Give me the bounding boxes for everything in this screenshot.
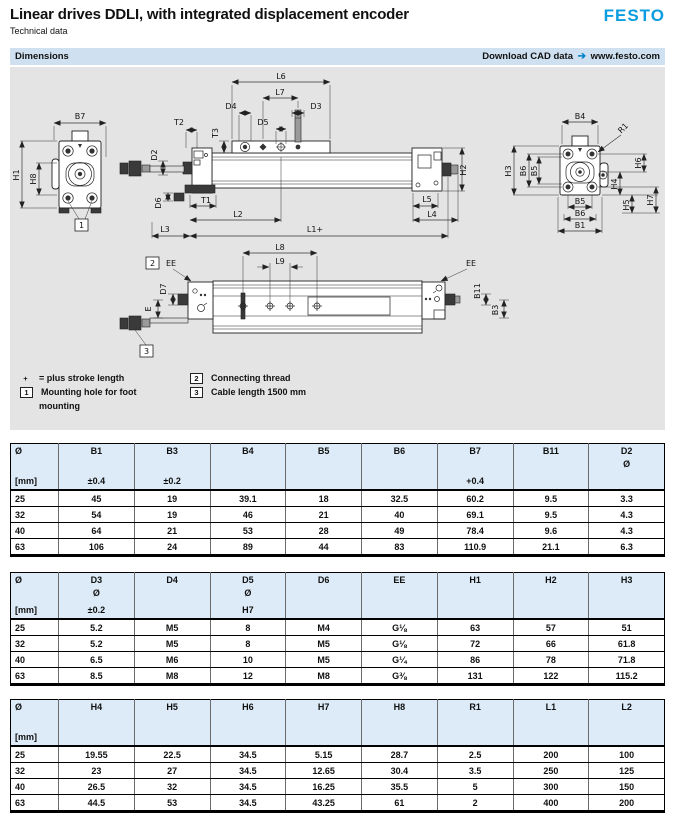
value-cell: 6.3 xyxy=(589,539,665,556)
value-cell: M5 xyxy=(134,619,210,636)
page-title: Linear drives DDLI, with integrated displacement encoder xyxy=(10,6,409,23)
value-cell: 30.4 xyxy=(362,763,438,779)
value-cell: 34.5 xyxy=(210,795,286,812)
value-cell: M8 xyxy=(286,668,362,685)
end-view-left xyxy=(12,112,106,231)
value-cell: 12.65 xyxy=(286,763,362,779)
table-row xyxy=(11,763,665,779)
value-cell: 12 xyxy=(210,668,286,685)
value-cell: 34.5 xyxy=(210,763,286,779)
dim-column-header: B6 xyxy=(362,444,438,491)
dim-label-b11: B11 xyxy=(473,283,482,299)
value-cell: 106 xyxy=(59,539,135,556)
legend-item xyxy=(190,387,306,398)
dim-label-h2: H2 xyxy=(459,164,468,176)
technical-drawing xyxy=(10,67,665,430)
dim-label-d4: D4 xyxy=(225,102,237,111)
value-cell: M5 xyxy=(286,652,362,668)
size-cell: 40 xyxy=(11,652,59,668)
dim-label-b1: B1 xyxy=(574,221,586,230)
dim-column-header: B1 ±0.4 xyxy=(59,444,135,491)
dim-column-header: L1 xyxy=(513,700,589,747)
legend-item xyxy=(20,401,190,412)
dim-column-header: D2 Ø xyxy=(589,444,665,491)
dimensions-bar xyxy=(10,48,665,65)
value-cell: 86 xyxy=(437,652,513,668)
value-cell: 35.5 xyxy=(362,779,438,795)
value-cell: 21 xyxy=(286,507,362,523)
value-cell: 46 xyxy=(210,507,286,523)
dim-column-header: B7 +0.4 xyxy=(437,444,513,491)
value-cell: 400 xyxy=(513,795,589,812)
dim-label-h3: H3 xyxy=(504,165,513,177)
table-row xyxy=(11,795,665,812)
value-cell: 43.25 xyxy=(286,795,362,812)
legend-text: Connecting thread xyxy=(211,373,291,383)
dim-label-r1: R1 xyxy=(616,121,631,136)
value-cell: 122 xyxy=(513,668,589,685)
dim-label-d6: D6 xyxy=(154,197,163,209)
dim-label-l5: L5 xyxy=(422,195,432,204)
table-row xyxy=(11,668,665,685)
dim-label-l3: L3 xyxy=(160,225,170,234)
dim-column-header: D4 xyxy=(134,573,210,620)
dim-label-b3: B3 xyxy=(491,304,500,316)
value-cell: 4.3 xyxy=(589,523,665,539)
value-cell: 63 xyxy=(437,619,513,636)
value-cell: M8 xyxy=(134,668,210,685)
page-header xyxy=(0,0,674,36)
cad-url: www.festo.com xyxy=(590,51,660,62)
download-cad-link[interactable] xyxy=(482,51,660,62)
value-cell: 57 xyxy=(513,619,589,636)
dim-column-header: EE xyxy=(362,573,438,620)
value-cell: 78 xyxy=(513,652,589,668)
dim-column-header: H3 xyxy=(589,573,665,620)
value-cell: 9.5 xyxy=(513,507,589,523)
dim-label-ee-left: EE xyxy=(165,259,177,268)
size-cell: 63 xyxy=(11,795,59,812)
page-subtitle: Technical data xyxy=(10,26,68,36)
value-cell: 4.3 xyxy=(589,507,665,523)
value-cell: 32.5 xyxy=(362,490,438,507)
table-row xyxy=(11,779,665,795)
arrow-icon: ➔ xyxy=(577,51,587,62)
festo-logo: FESTO xyxy=(603,6,665,25)
dim-label-l6: L6 xyxy=(276,72,286,81)
value-cell: 3.5 xyxy=(437,763,513,779)
value-cell: 54 xyxy=(59,507,135,523)
table-row xyxy=(11,490,665,507)
value-cell: 26.5 xyxy=(59,779,135,795)
note-3-marker: 3 xyxy=(143,347,150,356)
value-cell: 8 xyxy=(210,636,286,652)
size-cell: 40 xyxy=(11,779,59,795)
dim-table-d-h3 xyxy=(10,572,665,686)
size-cell: 32 xyxy=(11,636,59,652)
size-cell: 63 xyxy=(11,539,59,556)
dim-column-header: D3 Ø ±0.2 xyxy=(59,573,135,620)
dim-label-h5: H5 xyxy=(622,199,631,211)
value-cell: 19.55 xyxy=(59,746,135,763)
value-cell: G⅛ xyxy=(362,636,438,652)
dimensions-bar-title: Dimensions xyxy=(15,51,69,62)
value-cell: 69.1 xyxy=(437,507,513,523)
size-cell: 25 xyxy=(11,490,59,507)
legend-text: mounting xyxy=(39,401,80,411)
value-cell: 200 xyxy=(589,795,665,812)
dim-label-l9: L9 xyxy=(275,257,285,266)
value-cell: G⅜ xyxy=(362,668,438,685)
legend-item xyxy=(20,387,190,398)
note-3-symbol: 3 xyxy=(190,387,203,398)
value-cell: 21 xyxy=(134,523,210,539)
value-cell: 19 xyxy=(134,507,210,523)
value-cell: 131 xyxy=(437,668,513,685)
value-cell: 10 xyxy=(210,652,286,668)
dim-label-h4: H4 xyxy=(610,178,619,190)
value-cell: 5 xyxy=(437,779,513,795)
dim-column-header: H8 xyxy=(362,700,438,747)
dim-column-header: H5 xyxy=(134,700,210,747)
size-cell: 32 xyxy=(11,763,59,779)
value-cell: 110.9 xyxy=(437,539,513,556)
dim-label-t1: T1 xyxy=(201,196,211,205)
value-cell: 8.5 xyxy=(59,668,135,685)
dim-column-header: B4 xyxy=(210,444,286,491)
unit-column-header: Ø [mm] xyxy=(11,444,59,491)
dim-label-b5-bottom: B5 xyxy=(574,197,586,206)
value-cell: 8 xyxy=(210,619,286,636)
value-cell: 44.5 xyxy=(59,795,135,812)
value-cell: 34.5 xyxy=(210,746,286,763)
value-cell: 34.5 xyxy=(210,779,286,795)
unit-column-header: Ø [mm] xyxy=(11,700,59,747)
note-1-marker: 1 xyxy=(78,221,85,230)
dim-column-header: H6 xyxy=(210,700,286,747)
value-cell: 6.5 xyxy=(59,652,135,668)
side-view xyxy=(120,72,468,238)
legend-item xyxy=(20,373,190,384)
cad-label: Download CAD data xyxy=(482,51,573,62)
plus-symbol: + xyxy=(23,373,28,383)
dim-label-b6-bottom: B6 xyxy=(574,209,586,218)
value-cell: 83 xyxy=(362,539,438,556)
dim-column-header: H2 xyxy=(513,573,589,620)
value-cell: M6 xyxy=(134,652,210,668)
value-cell: 19 xyxy=(134,490,210,507)
value-cell: 71.8 xyxy=(589,652,665,668)
value-cell: 150 xyxy=(589,779,665,795)
dim-label-b5-left: B5 xyxy=(530,165,539,177)
dim-column-header: L2 xyxy=(589,700,665,747)
legend-item xyxy=(190,373,306,384)
table-row xyxy=(11,507,665,523)
size-cell: 25 xyxy=(11,746,59,763)
value-cell: 39.1 xyxy=(210,490,286,507)
value-cell: 18 xyxy=(286,490,362,507)
size-cell: 32 xyxy=(11,507,59,523)
note-2-symbol: 2 xyxy=(190,373,203,384)
dim-column-header: H1 xyxy=(437,573,513,620)
value-cell: 44 xyxy=(286,539,362,556)
value-cell: G⅛ xyxy=(362,619,438,636)
dim-label-l1: L1+ xyxy=(306,225,324,234)
value-cell: 21.1 xyxy=(513,539,589,556)
dim-label-t3: T3 xyxy=(211,128,220,138)
dim-label-t2: T2 xyxy=(174,118,184,127)
table-row xyxy=(11,523,665,539)
table-row xyxy=(11,539,665,556)
spacer xyxy=(20,401,31,411)
value-cell: 23 xyxy=(59,763,135,779)
dim-label-l7: L7 xyxy=(275,88,285,97)
value-cell: 72 xyxy=(437,636,513,652)
dim-label-d2: D2 xyxy=(150,149,159,161)
dim-label-h7: H7 xyxy=(646,194,655,206)
value-cell: 53 xyxy=(210,523,286,539)
note-2-marker: 2 xyxy=(149,259,156,268)
value-cell: 27 xyxy=(134,763,210,779)
size-cell: 40 xyxy=(11,523,59,539)
value-cell: 60.2 xyxy=(437,490,513,507)
value-cell: 22.5 xyxy=(134,746,210,763)
dim-label-l8: L8 xyxy=(275,243,285,252)
dim-label-h8: H8 xyxy=(29,173,38,185)
legend-text: Cable length 1500 mm xyxy=(211,387,307,397)
dim-column-header: B3 ±0.2 xyxy=(134,444,210,491)
value-cell: M5 xyxy=(286,636,362,652)
dim-label-h6: H6 xyxy=(634,157,643,169)
bottom-view xyxy=(120,243,509,357)
dim-label-e: E xyxy=(144,306,153,312)
value-cell: 61 xyxy=(362,795,438,812)
value-cell: 61.8 xyxy=(589,636,665,652)
value-cell: M5 xyxy=(134,636,210,652)
dim-label-h1: H1 xyxy=(12,169,21,181)
dim-column-header: B5 xyxy=(286,444,362,491)
dim-label-d7: D7 xyxy=(159,283,168,295)
value-cell: 32 xyxy=(134,779,210,795)
end-view-right xyxy=(504,112,660,233)
table-row xyxy=(11,619,665,636)
dim-table-b-d2 xyxy=(10,443,665,557)
value-cell: 250 xyxy=(513,763,589,779)
value-cell: 28 xyxy=(286,523,362,539)
legend-text: = plus stroke length xyxy=(39,373,125,383)
dim-column-header: R1 xyxy=(437,700,513,747)
dim-label-b4: B4 xyxy=(574,112,586,121)
dim-label-ee-right: EE xyxy=(465,259,477,268)
value-cell: 28.7 xyxy=(362,746,438,763)
dim-column-header: H7 xyxy=(286,700,362,747)
dim-label-b6-left: B6 xyxy=(519,165,528,177)
dim-label-l4: L4 xyxy=(427,210,437,219)
value-cell: 78.4 xyxy=(437,523,513,539)
value-cell: 66 xyxy=(513,636,589,652)
value-cell: 24 xyxy=(134,539,210,556)
dim-column-header: D6 xyxy=(286,573,362,620)
value-cell: 9.5 xyxy=(513,490,589,507)
dim-label-b7: B7 xyxy=(74,112,86,121)
value-cell: 49 xyxy=(362,523,438,539)
size-cell: 25 xyxy=(11,619,59,636)
note-1-symbol: 1 xyxy=(20,387,33,398)
dim-column-header: D5 Ø H7 xyxy=(210,573,286,620)
value-cell: 115.2 xyxy=(589,668,665,685)
value-cell: 9.6 xyxy=(513,523,589,539)
dim-label-d5: D5 xyxy=(257,118,269,127)
table-row xyxy=(11,652,665,668)
dim-column-header: H4 xyxy=(59,700,135,747)
table-row xyxy=(11,746,665,763)
value-cell: 45 xyxy=(59,490,135,507)
value-cell: 89 xyxy=(210,539,286,556)
table-row xyxy=(11,636,665,652)
value-cell: 100 xyxy=(589,746,665,763)
value-cell: M4 xyxy=(286,619,362,636)
value-cell: G¼ xyxy=(362,652,438,668)
value-cell: 200 xyxy=(513,746,589,763)
value-cell: 16.25 xyxy=(286,779,362,795)
value-cell: 5.2 xyxy=(59,619,135,636)
value-cell: 64 xyxy=(59,523,135,539)
value-cell: 51 xyxy=(589,619,665,636)
legend-text: Mounting hole for foot xyxy=(41,387,137,397)
size-cell: 63 xyxy=(11,668,59,685)
value-cell: 2.5 xyxy=(437,746,513,763)
value-cell: 125 xyxy=(589,763,665,779)
unit-column-header: Ø [mm] xyxy=(11,573,59,620)
legend xyxy=(20,373,306,415)
value-cell: 5.15 xyxy=(286,746,362,763)
dim-column-header: B11 xyxy=(513,444,589,491)
value-cell: 53 xyxy=(134,795,210,812)
value-cell: 3.3 xyxy=(589,490,665,507)
dim-label-l2: L2 xyxy=(233,210,243,219)
value-cell: 40 xyxy=(362,507,438,523)
value-cell: 2 xyxy=(437,795,513,812)
value-cell: 300 xyxy=(513,779,589,795)
dim-label-d3: D3 xyxy=(310,102,322,111)
dim-table-h4-l2 xyxy=(10,699,665,813)
value-cell: 5.2 xyxy=(59,636,135,652)
